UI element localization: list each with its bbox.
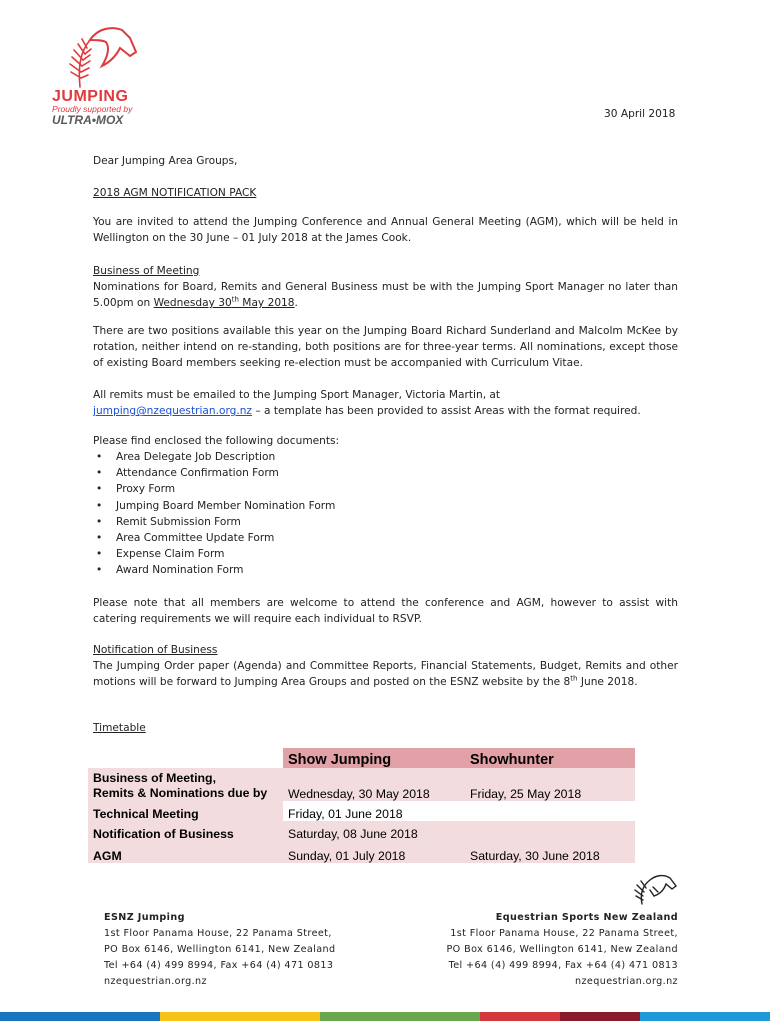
table-cell: Business of Meeting, Remits & Nominations due by [93, 771, 268, 800]
table-cell: Friday, 25 May 2018 [470, 787, 582, 801]
remits-paragraph: All remits must be emailed to the Jumping Sport Manager, Victoria Martin, at jumping@nzequestrian.org.nz – a template has been provided to assist Areas with the format required. [93, 387, 678, 419]
table-cell: Friday, 01 June 2018 [288, 807, 403, 821]
footer-right-line: PO Box 6146, Wellington 6141, New Zealand [446, 944, 678, 955]
color-bar-green [320, 1012, 480, 1021]
salutation: Dear Jumping Area Groups, [93, 155, 238, 167]
letter-date: 30 April 2018 [604, 108, 676, 120]
list-item: • Expense Claim Form [96, 548, 225, 561]
table-cell: Saturday, 08 June 2018 [283, 821, 465, 841]
table-header-cell: Show Jumping [283, 748, 465, 768]
list-item: • Proxy Form [96, 483, 176, 496]
logo-sub: Proudly supported by [52, 104, 133, 114]
table-header-row [88, 748, 635, 768]
documents-list [93, 449, 593, 579]
table-row [88, 821, 635, 841]
footer-right-name: Equestrian Sports New Zealand [495, 912, 678, 923]
footer-left-line: 1st Floor Panama House, 22 Panama Street, [104, 928, 332, 939]
remits-line: All remits must be emailed to the Jumping Sport Manager, Victoria Martin, at [93, 389, 501, 401]
business-heading: Business of Meeting [93, 265, 200, 277]
table-row [88, 841, 635, 863]
footer-left-name: ESNZ Jumping [104, 912, 185, 923]
list-item: • Attendance Confirmation Form [96, 467, 279, 480]
notification-paragraph: The Jumping Order paper (Agenda) and Committee Reports, Financial Statements, Budget, Remits and other motions will be forward to Jumping Area Groups and posted on the ESNZ website by the 8th June 2018. [93, 660, 678, 689]
positions-paragraph: There are two positions available this year on the Jumping Board Richard Sunderland and Malcolm McKee by rotation, neither intend on re-standing, both positions are for three-year terms. All nominations, except those of existing Board members seeking re-election must be accompanied with Curriculum Vitae. [93, 325, 678, 370]
remits-email-link[interactable]: jumping@nzequestrian.org.nz [93, 405, 252, 418]
logo-word: JUMPING [52, 88, 129, 105]
footer-right-line: nzequestrian.org.nz [575, 976, 678, 987]
table-cell: Wednesday, 30 May 2018 [288, 787, 430, 801]
documents-intro: Please find enclosed the following documents: [93, 435, 340, 447]
timetable-heading: Timetable [93, 722, 146, 734]
table-cell: Technical Meeting [88, 801, 283, 821]
business-paragraph: Nominations for Board, Remits and General Business must be with the Jumping Sport Manager no later than 5.00pm on Wednesday 30th May 2018. [93, 281, 678, 310]
footer-right-line: 1st Floor Panama House, 22 Panama Street, [450, 928, 678, 939]
footer-left-line: Tel +64 (4) 499 8994, Fax +64 (4) 471 0813 [104, 960, 334, 971]
intro-paragraph: You are invited to attend the Jumping Conference and Annual General Meeting (AGM), which will be held in Wellington on the 30 June – 01 July 2018 at the James Cook. [93, 216, 678, 245]
table-cell [465, 821, 635, 841]
color-bar-cyan [640, 1012, 770, 1021]
list-item: • Remit Submission Form [96, 515, 241, 528]
logo-brand: ULTRA•MOX [52, 113, 124, 127]
table-header-cell [88, 748, 283, 768]
list-item: • Award Nomination Form [96, 564, 244, 577]
color-bar-red [480, 1012, 560, 1021]
members-paragraph: Please note that all members are welcome to attend the conference and AGM, however to assist with catering requirements we will require each individual to RSVP. [93, 597, 678, 626]
table-cell: AGM [93, 849, 122, 863]
footer-right-line: Tel +64 (4) 499 8994, Fax +64 (4) 471 0813 [448, 960, 678, 971]
color-bar-yellow [160, 1012, 320, 1021]
list-item: • Area Delegate Job Description [96, 451, 276, 463]
jumping-logo [50, 22, 160, 132]
color-bar-maroon [560, 1012, 640, 1021]
list-item: • Jumping Board Member Nomination Form [96, 499, 336, 512]
horse-fern-icon [50, 22, 140, 92]
timetable-table [88, 748, 635, 863]
footer-right [447, 910, 679, 990]
footer-left [104, 910, 336, 990]
table-cell [465, 801, 635, 821]
list-item: • Area Committee Update Form [96, 532, 275, 545]
notification-heading: Notification of Business [93, 644, 218, 656]
table-row [88, 768, 635, 801]
table-cell: Notification of Business [88, 821, 283, 841]
table-header-cell: Showhunter [465, 748, 635, 768]
letter-heading: 2018 AGM NOTIFICATION PACK [93, 187, 257, 199]
color-bar-blue [0, 1012, 160, 1021]
table-cell: Sunday, 01 July 2018 [288, 849, 406, 863]
esnz-horse-icon [624, 872, 680, 906]
table-cell: Saturday, 30 June 2018 [470, 849, 600, 863]
table-row [88, 801, 635, 821]
footer-left-line: nzequestrian.org.nz [104, 976, 207, 987]
footer-left-line: PO Box 6146, Wellington 6141, New Zealand [104, 944, 336, 955]
